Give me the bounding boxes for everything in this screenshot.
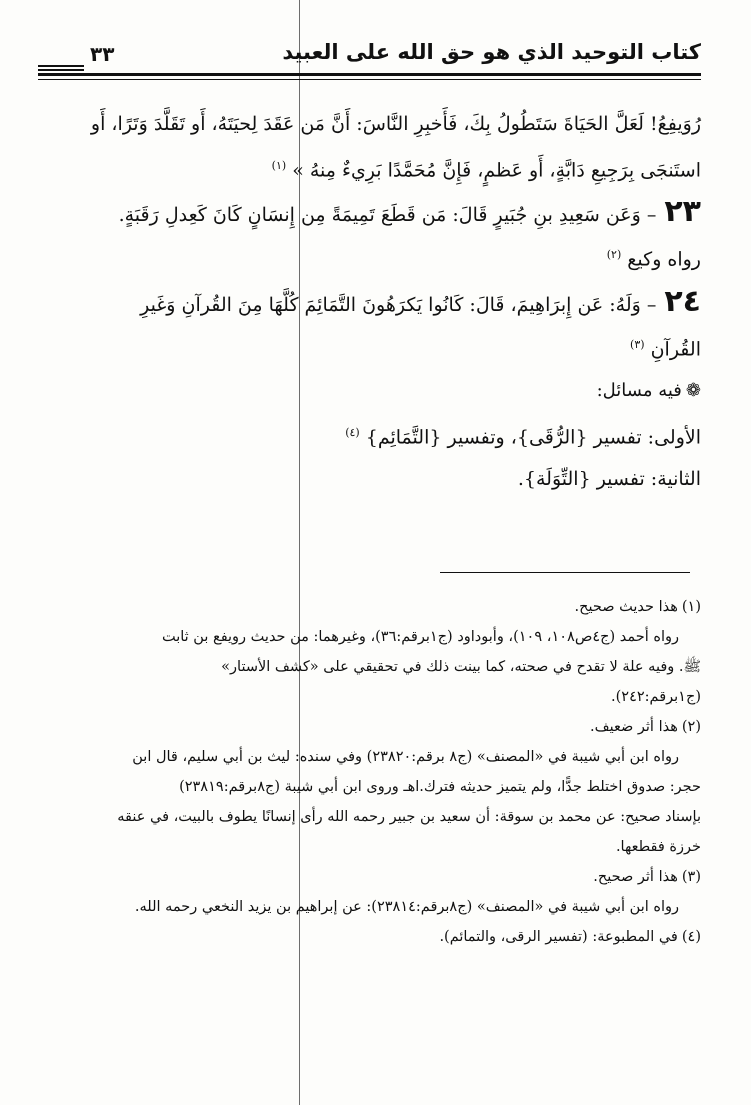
hadith-24: ٢٤– وَلَهُ: عَن إِبرَاهِيمَ، قَالَ: كَانُوا يَكرَهُونَ التَّمَائِمَ كُلَّهَا مِنَ القُرآنِ وَغَيرِ xyxy=(140,283,701,319)
hadith-number: ٢٣ xyxy=(664,194,701,230)
issue-item: الأولى: تفسير {الرُّقَى}، وتفسير {التَّمَائِم} $^{(٤)}$ xyxy=(345,425,701,449)
header-rule-thin xyxy=(38,79,701,80)
footnote-line: بإسناد صحيح: عن محمد بن سوقة: أن سعيد بن جبير رحمه الله رأى إنسانًا يطوف بالبيت، في عنقه xyxy=(117,809,701,825)
footnote-line: خرزة فقطعها. xyxy=(615,839,701,855)
footnotes xyxy=(50,592,701,952)
footnote-line: ﷺ. وفيه علة لا تقدح في صحته، كما بينت ذلك في تحقيقي على «كشف الأستار» xyxy=(221,659,701,675)
footnote-heading: (٤)في المطبوعة: (تفسير الرقى، والتمائم). xyxy=(439,929,701,945)
text-line: رواه وكيع $^{(٢)}$ xyxy=(606,248,701,271)
issues-heading: ❁فيه مسائل: xyxy=(596,379,701,401)
hadith-number: ٢٤ xyxy=(664,283,701,319)
footnote-heading: (٣)هذا أثر صحيح. xyxy=(593,869,701,885)
footnote-line: رواه ابن أبي شيبة في «المصنف» (ج٨ برقم:٢٣٨٢٠) وفي سنده: ليث بن أبي سليم، قال ابن xyxy=(132,749,679,765)
main-text xyxy=(48,108,701,495)
running-header xyxy=(38,40,701,86)
header-rule-left xyxy=(38,65,84,67)
footnote-line: (ج١برقم:٢٤٢). xyxy=(611,689,701,705)
footnote-ref: (٣) xyxy=(630,337,645,351)
footnote-heading: (٢)هذا أثر ضعيف. xyxy=(589,719,701,735)
footnote-line: رواه أحمد (ج٤ص١٠٨، ١٠٩)، وأبوداود (ج١برقم:٣٦)، وغيرهما: من حديث رويفع بن ثابت xyxy=(161,629,679,645)
header-rule-left xyxy=(38,69,84,71)
footnote-heading: (١)هذا حديث صحيح. xyxy=(574,599,701,615)
footnote-line: حجر: صدوق اختلط جدًّا، ولم يتميز حديثه فترك.اهـ وروى ابن أبي شيبة (ج٨برقم:٢٣٨١٩) xyxy=(179,779,701,795)
header-rule-thick xyxy=(38,73,701,76)
footnote-ref: (٤) xyxy=(345,425,360,439)
footnote-line: رواه ابن أبي شيبة في «المصنف» (ج٨برقم:٢٣٨١٤): عن إبراهيم بن يزيد النخعي رحمه الله. xyxy=(134,899,679,915)
issue-item: الثانية: تفسير {التِّوَلَة}. xyxy=(517,468,701,491)
text-line: رُوَيفِعُ! لَعَلَّ الحَيَاةَ سَتَطُولُ بِكَ، فَأَخبِرِ النَّاسَ: أَنَّ مَن عَقَدَ لِحيَتَهُ، أَو تَقَلَّدَ وَتَرًا، أَو xyxy=(90,113,701,135)
footnote-ref: (٢) xyxy=(606,248,622,262)
text-line: القُرآنِ $^{(٣)}$ xyxy=(630,337,701,360)
page-number: ٣٣ xyxy=(90,42,115,66)
book-title: كتاب التوحيد الذي هو حق الله على العبيد xyxy=(282,40,701,64)
flower-ornament-icon: ❁ xyxy=(685,379,701,401)
text-line: استَنجَى بِرَجِيعِ دَابَّةٍ، أَو عَظمٍ، فَإِنَّ مُحَمَّدًا بَرِيءٌ مِنهُ » $^{(١)}$ xyxy=(271,159,701,182)
footnotes-divider xyxy=(440,572,690,573)
footnote-ref: (١) xyxy=(271,159,287,172)
hadith-23: ٢٣– وَعَن سَعِيدِ بنِ جُبَيرٍ قَالَ: مَن قَطَعَ تَمِيمَةً مِن إِنسَانٍ كَانَ كَعِدلِ رَقَبَةٍ. xyxy=(118,194,701,230)
